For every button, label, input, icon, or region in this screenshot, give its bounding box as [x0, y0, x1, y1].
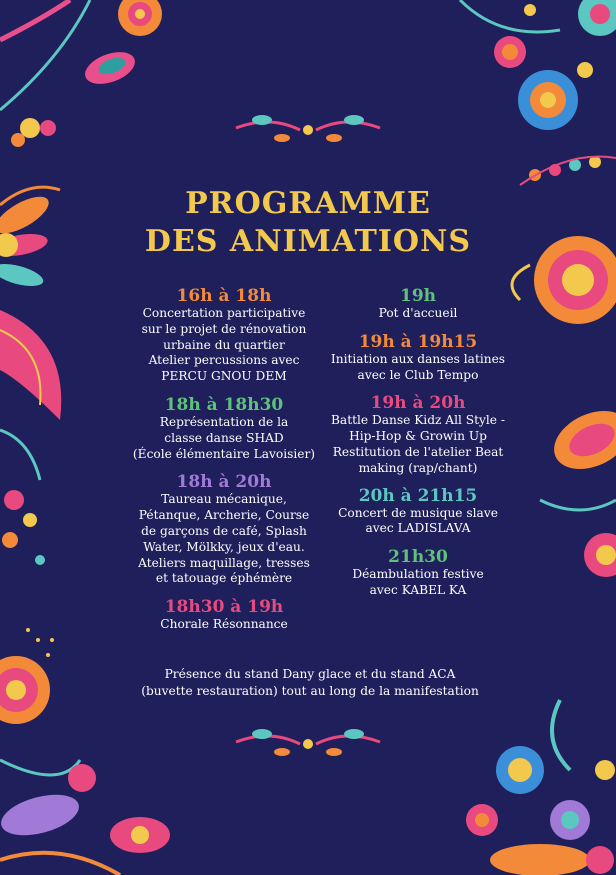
schedule-block [108, 395, 340, 462]
left-column [108, 286, 340, 633]
schedule-time: 19h à 19h15 [358, 331, 478, 352]
footer-line: Présence du stand Dany glace et du stand ACA [164, 667, 456, 681]
schedule-time: 18h à 20h [176, 472, 272, 493]
schedule-line: et tatouage éphémère [155, 571, 293, 586]
schedule-block [108, 472, 340, 587]
schedule-line: Concert de musique slave [338, 505, 498, 520]
schedule-line: Déambulation festive [352, 567, 484, 582]
schedule-line: Restitution de l'atelier Beat [332, 444, 504, 459]
schedule-line: Pot d'accueil [378, 306, 458, 320]
schedule-line: Hip-Hop & Growin Up [349, 429, 487, 444]
schedule-line: PERCU GNOU DEM [161, 369, 287, 384]
ornament-icon [236, 729, 380, 756]
schedule-line: Chorale Résonnance [160, 617, 288, 632]
schedule-line: sur le projet de rénovation [141, 321, 307, 336]
schedule-line: de garçons de café, Splash [141, 523, 307, 538]
schedule-time: 20h à 21h15 [358, 485, 478, 506]
leaf-icon [0, 310, 61, 565]
schedule-line: Représentation de la [159, 414, 289, 429]
right-column [318, 286, 518, 599]
footer-note [60, 666, 560, 700]
flower-icon [460, 0, 616, 130]
title-line-2: DES ANIMATIONS [144, 224, 472, 259]
schedule-line: Taureau mécanique, [161, 492, 287, 507]
schedule-line: Initiation aux danses latines [330, 351, 506, 366]
schedule-block [108, 286, 340, 385]
ornament-icon [236, 115, 380, 142]
leaf-icon [520, 156, 616, 185]
schedule-time: 18h à 18h30 [164, 394, 284, 415]
schedule-block [318, 393, 518, 476]
schedule-line: Battle Danse Kidz All Style - [330, 413, 506, 428]
title-line-1: PROGRAMME [185, 186, 431, 221]
schedule-block [108, 597, 340, 633]
schedule-line: avec le Club Tempo [357, 367, 479, 382]
schedule-time: 16h à 18h [176, 286, 272, 306]
flower-icon [466, 700, 615, 875]
schedule-time: 21h30 [388, 547, 448, 568]
schedule-line: Atelier percussions avec [148, 353, 300, 368]
schedule-block [318, 332, 518, 384]
schedule-time: 19h à 20h [370, 393, 466, 414]
flower-icon [0, 0, 162, 147]
schedule-block [318, 547, 518, 599]
schedule-line: avec LADISLAVA [365, 521, 471, 536]
schedule-line: Concertation participative [142, 306, 306, 320]
schedule-time: 19h [399, 286, 437, 306]
schedule-time: 18h30 à 19h [164, 597, 284, 618]
footer-line: (buvette restauration) tout au long de la manifestation [141, 684, 479, 698]
schedule-block [318, 286, 518, 322]
schedule-line: urbaine du quartier [163, 337, 285, 352]
schedule-line: making (rap/chant) [358, 460, 478, 475]
schedule-line: Water, Mölkky, jeux d'eau. [143, 539, 305, 554]
schedule-line: (École élémentaire Lavoisier) [132, 446, 316, 461]
schedule-line: Pétanque, Archerie, Course [138, 508, 310, 523]
schedule-block [318, 486, 518, 538]
flower-icon [540, 400, 616, 577]
schedule-line: avec KABEL KA [369, 582, 467, 597]
schedule-line: classe danse SHAD [164, 430, 284, 445]
schedule-line: Ateliers maquillage, tresses [138, 555, 310, 570]
